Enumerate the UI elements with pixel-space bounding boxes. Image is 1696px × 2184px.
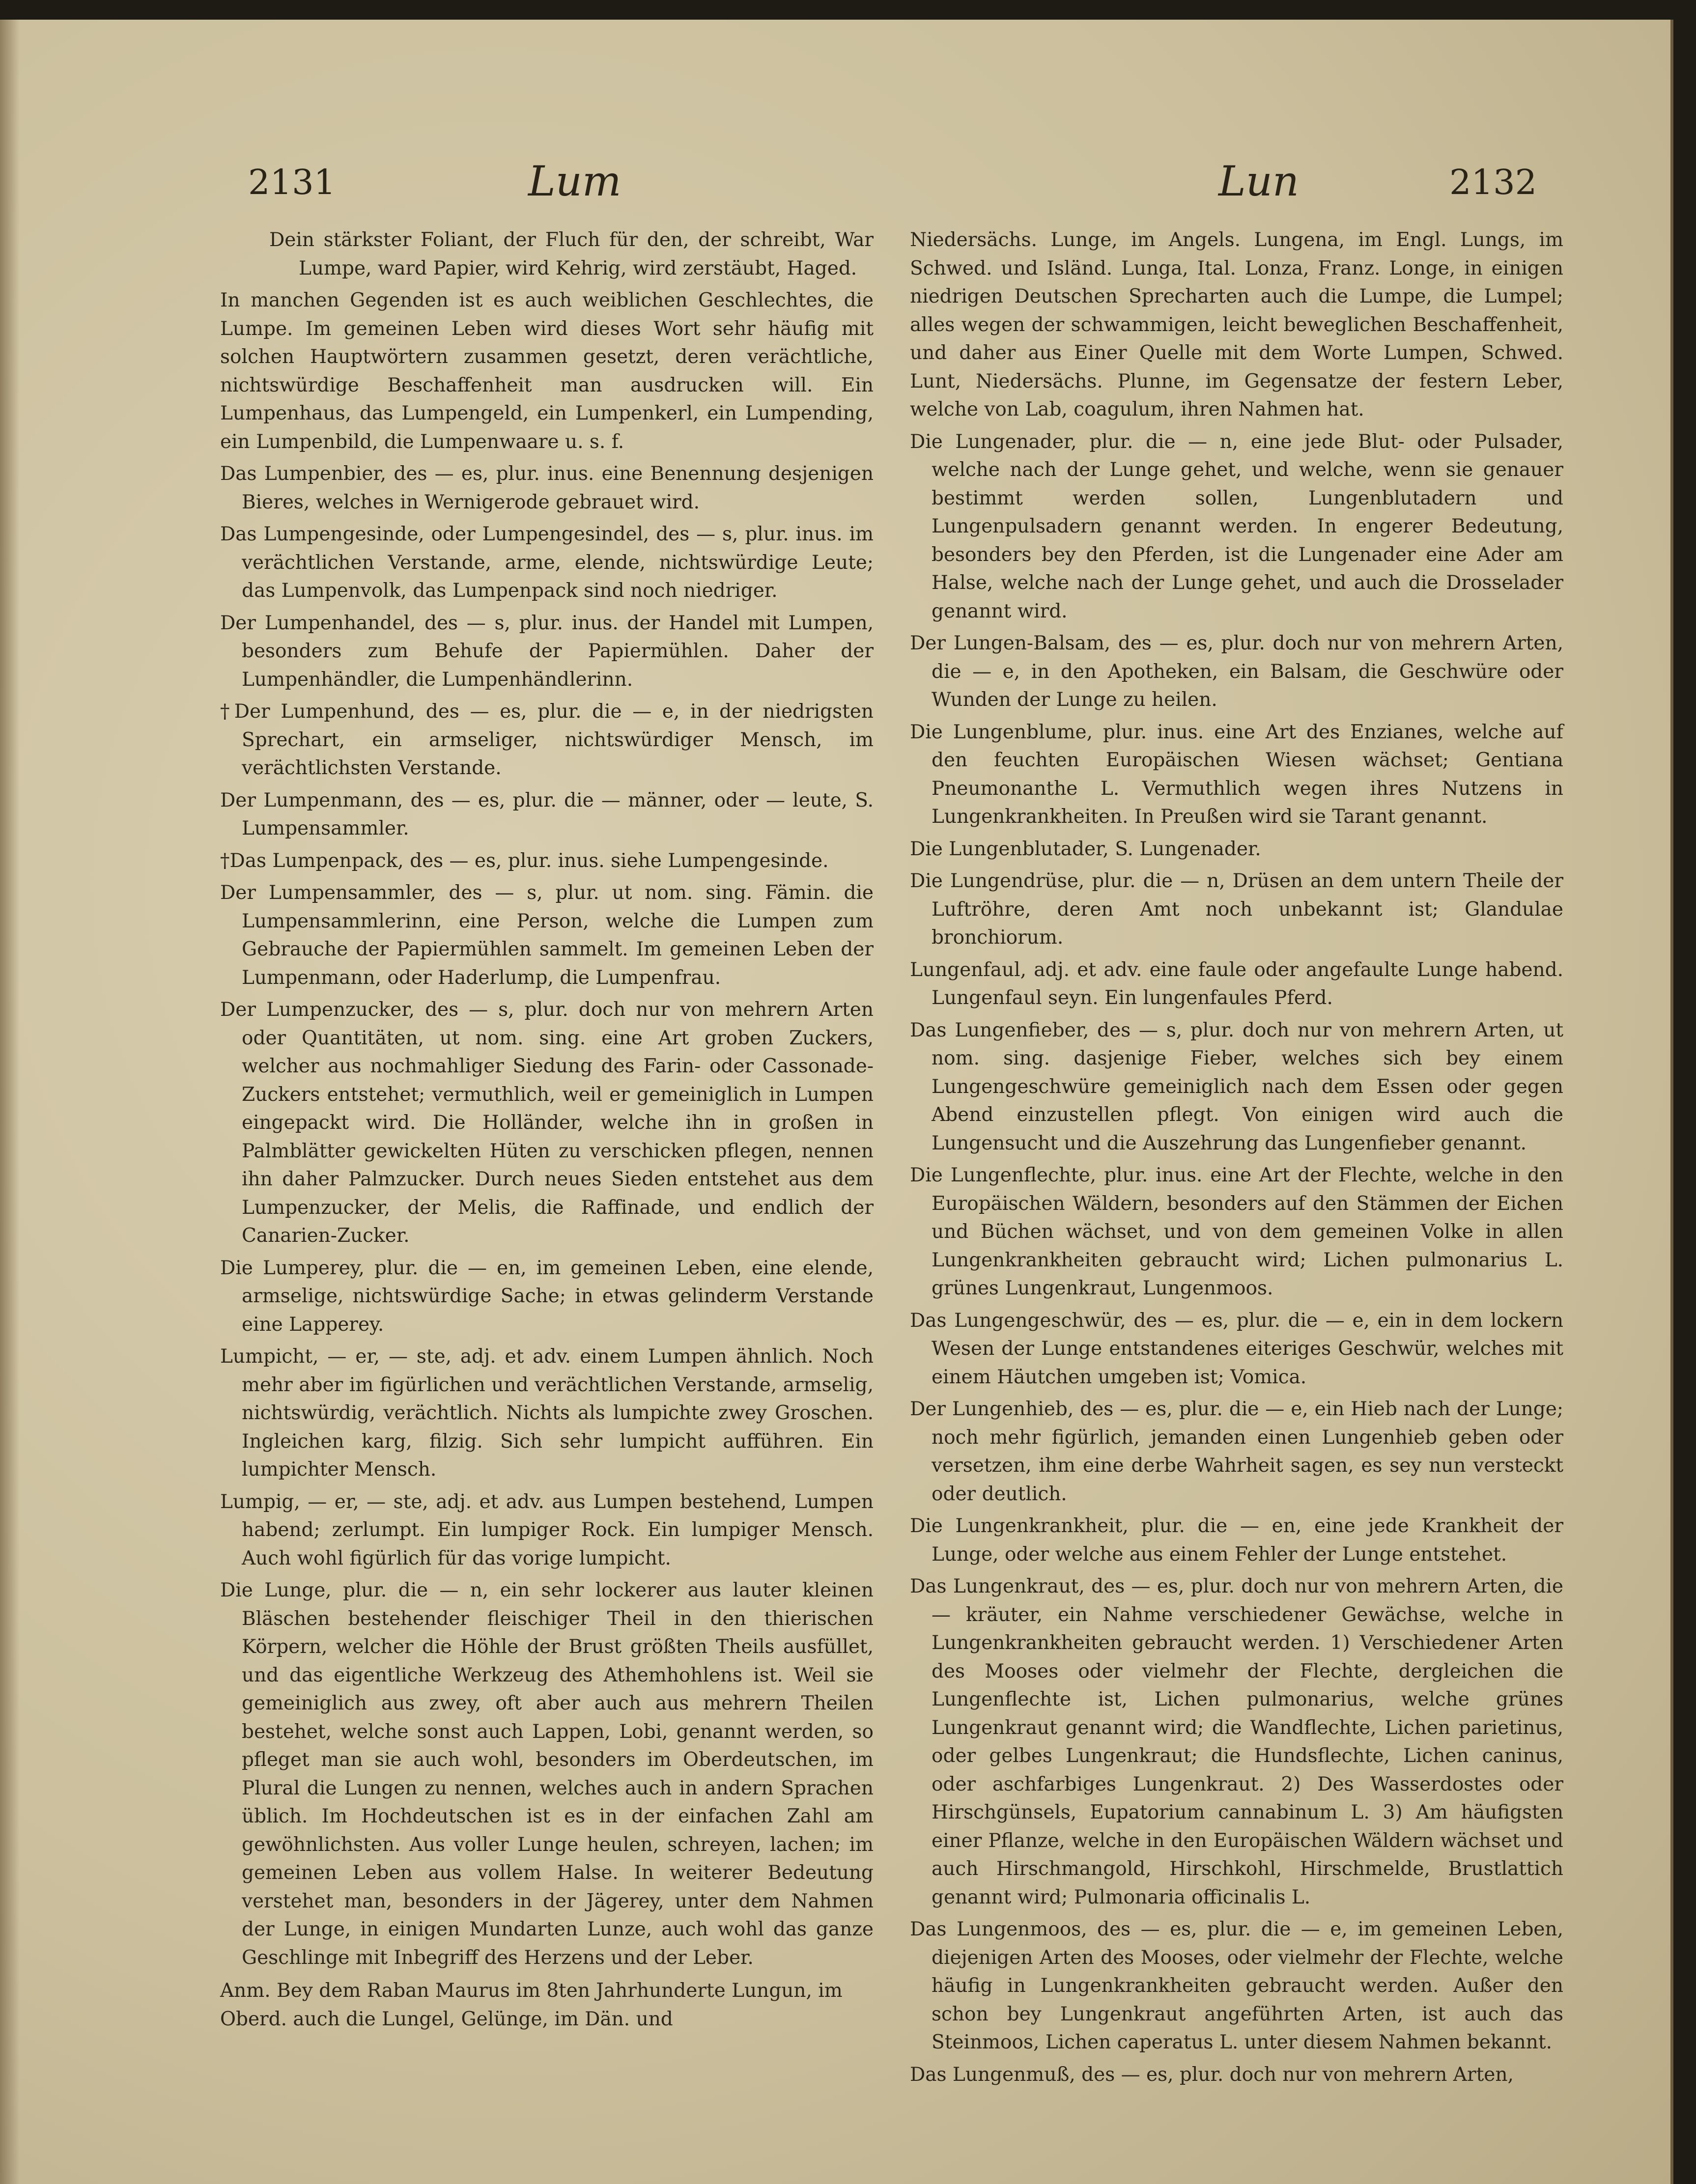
dictionary-entry: †Das Lumpenpack, des — es, plur. inus. siehe Lumpengesinde. [220, 849, 829, 872]
dictionary-entry: Der Lumpenmann, des — es, plur. die — männer, oder — leute, S. Lumpensammler. [220, 789, 874, 840]
annotation: Anm. Bey dem Raban Maurus im 8ten Jahrhunderte Lungun, im Oberd. auch die Lungel, Gelünge, im Dän. und [220, 1980, 843, 2030]
dictionary-entry: Die Lunge, plur. die — n, ein sehr lockerer aus lauter kleinen Bläschen bestehender fleischiger Theil in den thierischen Körpern, welcher die Höhle der Brust größten Theils ausfüllet, und das eigentliche Werkzeug des Athemhohlens ist. Weil sie gemeiniglich aus zwey, oft aber auch aus mehrern Theilen bestehet, welche sonst auch Lappen, Lobi, genannt werden, so pfleget man sie auch wohl, besonders im Oberdeutschen, im Plural die Lungen zu nennen, welches auch in andern Sprachen üblich. Im Hochdeutschen ist es in der einfachen Zahl am gewöhnlichsten. Aus voller Lunge heulen, schreyen, lachen; im gemeinen Leben aus vollem Halse. In weiterer Bedeutung verstehet man, besonders in der Jägerey, unter dem Nahmen der Lunge, in einigen Mundarten Lunze, auch wohl das ganze Geschlinge mit Inbegriff des Herzens und der Leber. [220, 1579, 874, 1969]
running-head-right: Lun [1218, 157, 1299, 205]
dictionary-entry: Das Lumpengesinde, oder Lumpengesindel, des — s, plur. inus. im verächtlichen Verstande, arme, elende, nichtswürdige Leute; das Lumpenvolk, das Lumpenpack sind noch niedriger. [220, 523, 874, 602]
dictionary-entry: Der Lungen-Balsam, des — es, plur. doch nur von mehrern Arten, die — e, in den Apotheken, ein Balsam, die Geschwüre oder Wunden der Lunge zu heilen. [910, 632, 1563, 711]
page-header [0, 142, 1670, 211]
dictionary-entry: Das Lungenfieber, des — s, plur. doch nur von mehrern Arten, ut nom. sing. dasjenige Fieber, welches sich bey einem Lungengeschwüre gemeiniglich nach dem Essen oder gegen Abend einzustellen pflegt. Von einigen wird auch die Lungensucht und die Auszehrung das Lungenfieber genannt. [910, 1019, 1563, 1154]
dictionary-entry: Das Lumpenbier, des — es, plur. inus. eine Benennung desjenigen Bieres, welches in Wernigerode gebrauet wird. [220, 463, 874, 513]
left-column [220, 226, 874, 2037]
dictionary-entry: Die Lungenkrankheit, plur. die — en, eine jede Krankheit der Lunge, oder welche aus einem Fehler der Lunge entstehet. [910, 1515, 1563, 1566]
dictionary-entry: Der Lumpensammler, des — s, plur. ut nom. sing. Fämin. die Lumpensammlerinn, eine Person, welche die Lumpen zum Gebrauche der Papiermühlen sammelt. Im gemeinen Leben der Lumpenmann, oder Haderlump, die Lumpenfrau. [220, 882, 874, 989]
dictionary-entry: Der Lumpenzucker, des — s, plur. doch nur von mehrern Arten oder Quantitäten, ut nom. sing. eine Art groben Zuckers, welcher aus nochmahliger Siedung des Farin- oder Cassonade-Zuckers entstehet; vermuthlich, weil er gemeiniglich in Lumpen eingepackt wird. Die Holländer, welche ihn in großen in Palmblätter gewickelten Hüten zu verschicken pflegen, nennen ihn daher Palmzucker. Durch neues Sieden entstehet aus dem Lumpenzucker, der Melis, die Raffinade, und endlich der Canarien-Zucker. [220, 999, 874, 1247]
dictionary-entry: Die Lungenblume, plur. inus. eine Art des Enzianes, welche auf den feuchten Europäischen Wiesen wächset; Gentiana Pneumonanthe L. Vermuthlich wegen ihres Nutzens in Lungenkrankheiten. In Preußen wird sie Tarant genannt. [910, 721, 1563, 828]
book-page [0, 20, 1673, 2184]
dictionary-entry: Der Lumpenhandel, des — s, plur. inus. der Handel mit Lumpen, besonders zum Behufe der Papiermühlen. Daher der Lumpenhändler, die Lumpenhändlerinn. [220, 612, 874, 691]
page-number-right: 2132 [1449, 162, 1537, 202]
dictionary-entry: Die Lungendrüse, plur. die — n, Drüsen an dem untern Theile der Luftröhre, deren Amt noch unbekannt ist; Glandulae bronchiorum. [910, 870, 1563, 949]
gutter-shadow [0, 20, 20, 2184]
dictionary-entry: †Der Lumpenhund, des — es, plur. die — e, in der niedrigsten Sprechart, ein armseliger, nichtswürdiger Mensch, im verächtlichsten Verstande. [220, 700, 874, 779]
dictionary-entry: Das Lungenmoos, des — es, plur. die — e, im gemeinen Leben, diejenigen Arten des Mooses, oder vielmehr der Flechte, welche häufig in Lungenkrankheiten gebraucht werden. Außer den schon bey Lungenkraut angeführten Arten, ist auch das Steinmoos, Lichen caperatus L. unter diesem Nahmen bekannt. [910, 1918, 1563, 2053]
dictionary-entry: Lumpig, — er, — ste, adj. et adv. aus Lumpen bestehend, Lumpen habend; zerlumpt. Ein lumpiger Rock. Ein lumpiger Mensch. Auch wohl figürlich für das vorige lumpicht. [220, 1490, 874, 1569]
running-head-left: Lum [528, 157, 622, 205]
right-column [910, 226, 1563, 2093]
quote: Dein stärkster Foliant, der Fluch für den, der schreibt, War Lumpe, ward Papier, wird Kehrig, wird zerstäubt, Haged. [269, 229, 874, 280]
dictionary-entry: Lungenfaul, adj. et adv. eine faule oder angefaulte Lunge habend. Lungenfaul seyn. Ein lungenfaules Pferd. [910, 958, 1563, 1009]
page-number-left: 2131 [248, 162, 336, 202]
paragraph: In manchen Gegenden ist es auch weiblichen Geschlechtes, die Lumpe. Im gemeinen Leben wird dieses Wort sehr häufig mit solchen Hauptwörtern zusammen gesetzt, deren verächtliche, nichtswürdige Beschaffenheit man ausdrucken will. Ein Lumpenhaus, das Lumpengeld, ein Lumpenkerl, ein Lumpending, ein Lumpenbild, die Lumpenwaare u. s. f. [220, 289, 874, 453]
dictionary-entry: Lumpicht, — er, — ste, adj. et adv. einem Lumpen ähnlich. Noch mehr aber im figürlichen und verächtlichen Verstande, armselig, nichtswürdig, verächtlich. Nichts als lumpichte zwey Groschen. Ingleichen karg, filzig. Sich sehr lumpicht aufführen. Ein lumpichter Mensch. [220, 1345, 874, 1481]
dictionary-entry: Die Lungenader, plur. die — n, eine jede Blut- oder Pulsader, welche nach der Lunge gehet, und welche, wenn sie genauer bestimmt werden sollen, Lungenblutadern und Lungenpulsadern genannt werden. In engerer Bedeutung, besonders bey den Pferden, ist die Lungenader eine Ader am Halse, welche nach der Lunge gehet, und auch die Drosselader genannt wird. [910, 430, 1563, 622]
dictionary-entry: Die Lungenblutader, S. Lungenader. [910, 838, 1261, 860]
dictionary-entry: Der Lungenhieb, des — es, plur. die — e, ein Hieb nach der Lunge; noch mehr figürlich, jemanden einen Lungenhieb geben oder versetzen, ihm eine derbe Wahrheit sagen, es sey nun versteckt oder deutlich. [910, 1398, 1563, 1505]
dictionary-entry: Die Lumperey, plur. die — en, im gemeinen Leben, eine elende, armselige, nichtswürdige Sache; in etwas gelinderm Verstande eine Lapperey. [220, 1257, 874, 1336]
paragraph: Niedersächs. Lunge, im Angels. Lungena, im Engl. Lungs, im Schwed. und Isländ. Lunga, Ital. Lonza, Franz. Longe, in einigen niedrigen Deutschen Sprecharten auch die Lumpe, die Lumpel; alles wegen der schwammigen, leicht beweglichen Beschaffenheit, und daher aus Einer Quelle mit dem Worte Lumpen, Schwed. Lunt, Niedersächs. Plunne, im Gegensatze der festern Leber, welche von Lab, coagulum, ihren Nahmen hat. [910, 229, 1563, 420]
dictionary-entry: Das Lungengeschwür, des — es, plur. die — e, ein in dem lockern Wesen der Lunge entstandenes eiteriges Geschwür, welches mit einem Häutchen umgeben ist; Vomica. [910, 1309, 1563, 1388]
dictionary-entry: Das Lungenkraut, des — es, plur. doch nur von mehrern Arten, die — kräuter, ein Nahme verschiedener Gewächse, welche in Lungenkrankheiten gebraucht werden. 1) Verschiedener Arten des Mooses oder vielmehr der Flechte, dergleichen die Lungenflechte ist, Lichen pulmonarius, welche grünes Lungenkraut genannt wird; die Wandflechte, Lichen parietinus, oder gelbes Lungenkraut; die Hundsflechte, Lichen caninus, oder aschfarbiges Lungenkraut. 2) Des Wasserdostes oder Hirschgünsels, Eupatorium cannabinum L. 3) Am häufigsten einer Pflanze, welche in den Europäischen Wäldern wächset und auch Hirschmangold, Hirschkohl, Hirschmelde, Brustlattich genannt wird; Pulmonaria officinalis L. [910, 1575, 1563, 1908]
dictionary-entry: Die Lungenflechte, plur. inus. eine Art der Flechte, welche in den Europäischen Wäldern, besonders auf den Stämmen der Eichen und Büchen wächset, und von dem gemeinen Volke in allen Lungenkrankheiten gebraucht wird; Lichen pulmonarius L. grünes Lungenkraut, Lungenmoos. [910, 1164, 1563, 1299]
dictionary-entry: Das Lungenmuß, des — es, plur. doch nur von mehrern Arten, [910, 2063, 1514, 2086]
